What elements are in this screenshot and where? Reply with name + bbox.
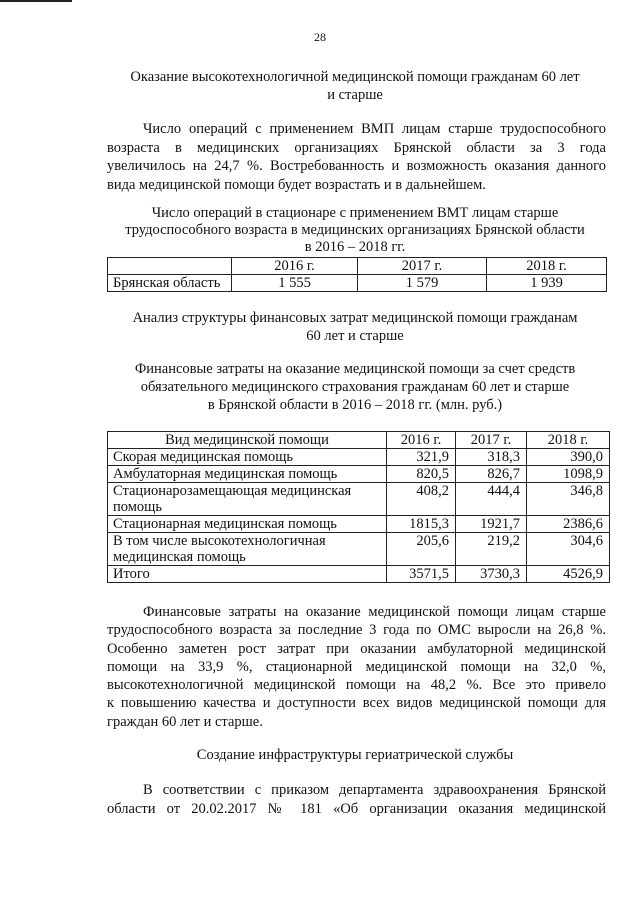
table-row: В том числе высокотехнологичная медицинская помощь 205,6 219,2 304,6	[108, 533, 610, 566]
table-row: Скорая медицинская помощь 321,9 318,3 390,0	[108, 449, 610, 466]
table-header-row: Вид медицинской помощи 2016 г. 2017 г. 2018 г.	[108, 432, 610, 449]
heading-vmp: Оказание высокотехнологичной медицинской помощи гражданам 60 лет и старше	[130, 69, 580, 103]
finance-table	[107, 431, 610, 583]
table-row: Амбулаторная медицинская помощь 820,5 826,7 1098,9	[108, 466, 610, 483]
paragraph-vmp: Число операций с применением ВМП лицам старше трудоспособного возраста в медицинских организациях Брянской области за 3 года увеличилось на 24,7 %. Востребованность и возможность оказания данного вида медицинской помощи будет возрастать и в дальнейшем.	[107, 121, 606, 193]
paragraph-finance: Финансовые затраты на оказание медицинской помощи лицам старше трудоспособного возраста за последние 3 года по ОМС выросли на 26,8 %. Особенно заметен рост затрат при оказании амбулаторной медицинской помощи на 33,9 %, стационарной медицинской помощи на 32,0 %, высокотехнологичной медицинской помощи на 48,2 %. Все это привело к повышению качества и доступности всех видов медицинской помощи для граждан 60 лет и старше.	[107, 604, 606, 730]
table-row: Стационарозамещающая медицинская помощь 408,2 444,4 346,8	[108, 483, 610, 516]
page-number: 28	[314, 30, 326, 44]
table2-caption: Финансовые затраты на оказание медицинской помощи за счет средств обязательного медицинского страхования гражданам 60 лет и старше в Брянской области в 2016 – 2018 гг. (млн. руб.)	[134, 361, 576, 413]
heading-geriatric: Создание инфраструктуры гериатрической службы	[196, 747, 514, 763]
top-rule	[0, 0, 72, 2]
table-row: Стационарная медицинская помощь 1815,3 1921,7 2386,6	[108, 516, 610, 533]
table1-caption: Число операций в стационаре с применением ВМТ лицам старше трудоспособного возраста в медицинских организациях Брянской области в 2016 – 2018 гг.	[125, 205, 585, 255]
table-row-total: Итого 3571,5 3730,3 4526,9	[108, 566, 610, 583]
paragraph-geriatric: В соответствии с приказом департамента здравоохранения Брянской области от 20.02.2017 № 181 «Об организации оказания медицинской	[107, 782, 606, 817]
heading-finance-analysis: Анализ структуры финансовых затрат медицинской помощи гражданам 60 лет и старше	[132, 310, 578, 344]
operations-table	[107, 257, 607, 292]
table-row: Брянская область 1 555 1 579 1 939	[108, 275, 607, 292]
table-header-row: 2016 г. 2017 г. 2018 г.	[108, 258, 607, 275]
